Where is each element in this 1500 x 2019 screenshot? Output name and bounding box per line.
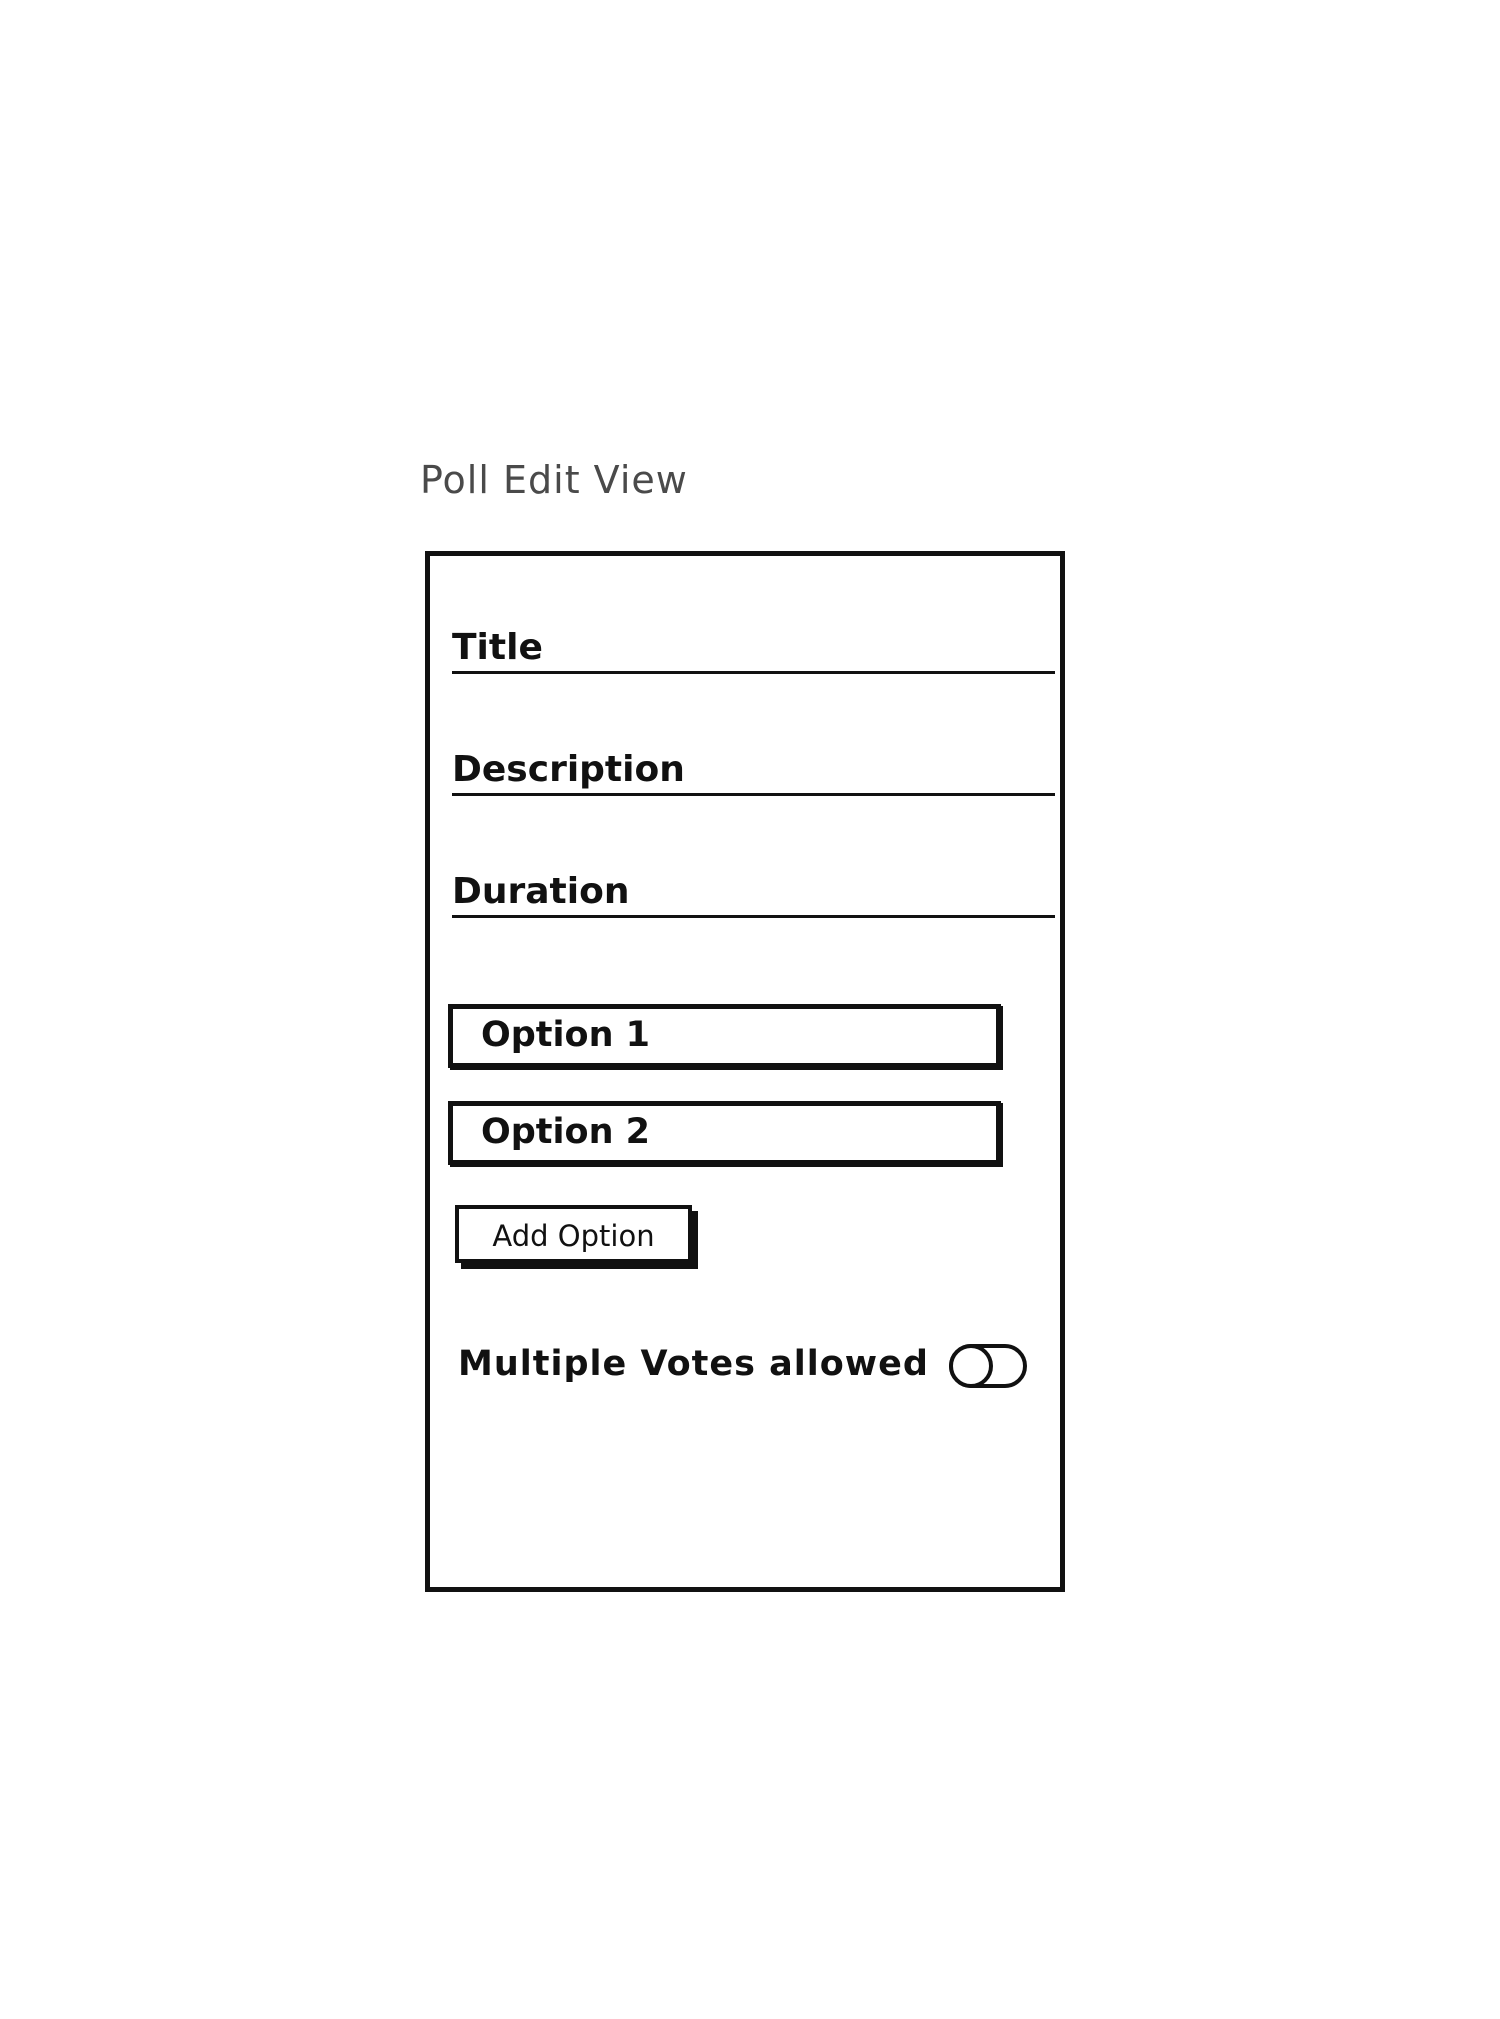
description-field-label: Description <box>452 749 685 790</box>
title-field-label: Title <box>452 627 543 668</box>
description-field[interactable] <box>452 736 1055 796</box>
toggle-switch-icon[interactable] <box>948 1343 1028 1389</box>
duration-field[interactable] <box>452 858 1055 918</box>
option-input-2[interactable] <box>448 1101 1001 1165</box>
option-input-1[interactable] <box>448 1004 1001 1068</box>
multiple-votes-row <box>458 1338 1048 1398</box>
title-field[interactable] <box>452 614 1055 674</box>
add-option-button-label: Add Option <box>492 1219 655 1253</box>
screen-title: Poll Edit View <box>420 458 688 502</box>
multiple-votes-label: Multiple Votes allowed <box>458 1344 929 1384</box>
add-option-button[interactable] <box>455 1205 692 1263</box>
poll-edit-form <box>425 551 1065 1592</box>
duration-field-label: Duration <box>452 871 630 912</box>
option-input-1-value: Option 1 <box>481 1015 651 1055</box>
option-input-2-value: Option 2 <box>481 1112 651 1152</box>
